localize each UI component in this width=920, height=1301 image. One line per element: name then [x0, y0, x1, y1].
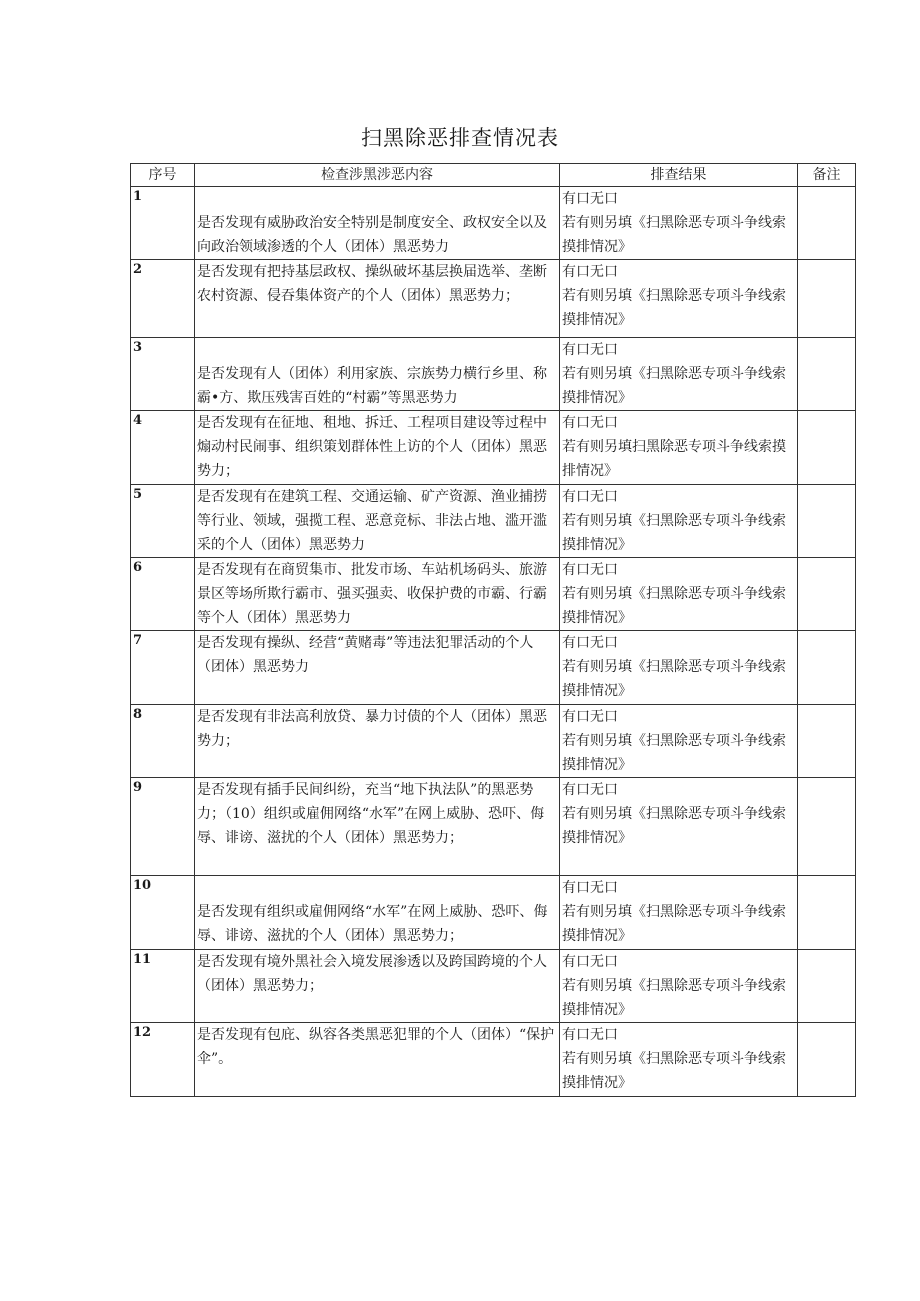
result-instruction: 若有则另填《扫黑除恶专项斗争线索摸排情况》	[562, 586, 786, 626]
row-content	[195, 950, 560, 1023]
result-instruction: 若有则另填扫黑除恶专项斗争线索摸排情况》	[562, 439, 786, 479]
table-row	[131, 260, 856, 338]
result-checkbox-text: 有口无口	[562, 954, 618, 970]
row-number: 10	[131, 876, 195, 950]
row-number: 2	[131, 260, 195, 338]
row-note	[798, 1023, 856, 1097]
result-checkbox-text: 有口无口	[562, 709, 618, 725]
row-result	[560, 411, 798, 485]
header-content: 检查涉黑涉恶内容	[195, 164, 560, 187]
result-checkbox-text: 有口无口	[562, 562, 618, 578]
row-content	[195, 876, 560, 950]
result-checkbox-text: 有口无口	[562, 191, 618, 207]
row-number: 7	[131, 631, 195, 705]
row-result	[560, 485, 798, 558]
result-checkbox-text: 有口无口	[562, 264, 618, 280]
row-content-text: 是否发现有在商贸集市、批发市场、车站机场码头、旅游景区等场所欺行霸市、强买强卖、收保护费的市霸、行霸等个人（团体）黑恶势力	[197, 562, 547, 626]
result-instruction: 若有则另填《扫黑除恶专项斗争线索摸排情况》	[562, 288, 786, 328]
row-number: 5	[131, 485, 195, 558]
row-result	[560, 187, 798, 260]
row-note	[798, 631, 856, 705]
row-note	[798, 705, 856, 778]
table-row	[131, 876, 856, 950]
row-content	[195, 187, 560, 260]
result-instruction: 若有则另填《扫黑除恶专项斗争线索摸排情况》	[562, 1051, 786, 1091]
row-content	[195, 338, 560, 411]
row-note	[798, 411, 856, 485]
row-content	[195, 485, 560, 558]
row-result	[560, 778, 798, 876]
row-result	[560, 260, 798, 338]
row-number: 11	[131, 950, 195, 1023]
table-row	[131, 950, 856, 1023]
table-row	[131, 558, 856, 631]
table-row	[131, 631, 856, 705]
row-number: 6	[131, 558, 195, 631]
row-content	[195, 778, 560, 876]
row-note	[798, 558, 856, 631]
row-note	[798, 485, 856, 558]
result-instruction: 若有则另填《扫黑除恶专项斗争线索摸排情况》	[562, 215, 786, 255]
row-result	[560, 631, 798, 705]
page-title: 扫黑除恶排查情况表	[361, 126, 559, 150]
table-row	[131, 705, 856, 778]
result-instruction: 若有则另填《扫黑除恶专项斗争线索摸排情况》	[562, 733, 786, 773]
row-result	[560, 705, 798, 778]
table-row	[131, 411, 856, 485]
result-instruction: 若有则另填《扫黑除恶专项斗争线索摸排情况》	[562, 366, 786, 406]
row-note	[798, 950, 856, 1023]
header-note: 备注	[798, 164, 856, 187]
result-checkbox-text: 有口无口	[562, 782, 618, 798]
row-content-text: 是否发现有人（团体）利用家族、宗族势力横行乡里、称霸•方、欺压残害百姓的“村霸”等黑恶势力	[197, 366, 547, 406]
row-content	[195, 260, 560, 338]
row-number: 1	[131, 187, 195, 260]
table-row	[131, 778, 856, 876]
row-note	[798, 260, 856, 338]
row-content	[195, 558, 560, 631]
row-content-text: 是否发现有非法高利放贷、暴力讨债的个人（团体）黑恶势力；	[197, 709, 547, 749]
row-number: 8	[131, 705, 195, 778]
header-num: 序号	[131, 164, 195, 187]
row-note	[798, 338, 856, 411]
result-checkbox-text: 有口无口	[562, 635, 618, 651]
row-note	[798, 778, 856, 876]
row-result	[560, 1023, 798, 1097]
row-number: 3	[131, 338, 195, 411]
result-checkbox-text: 有口无口	[562, 880, 618, 896]
result-instruction: 若有则另填《扫黑除恶专项斗争线索摸排情况》	[562, 978, 786, 1018]
table-row	[131, 1023, 856, 1097]
result-checkbox-text: 有口无口	[562, 415, 618, 431]
row-content-text: 是否发现有插手民间纠纷，充当“地下执法队”的黑恶势力；（10）组织或雇佣网络“水军”在网上威胁、恐吓、侮辱、诽谤、滋扰的个人（团体）黑恶势力；	[197, 782, 545, 846]
investigation-table	[130, 163, 856, 1097]
result-checkbox-text: 有口无口	[562, 342, 618, 358]
row-content-text: 是否发现有境外黑社会入境发展渗透以及跨国跨境的个人（团体）黑恶势力；	[197, 954, 547, 994]
result-instruction: 若有则另填《扫黑除恶专项斗争线索摸排情况》	[562, 806, 786, 846]
row-content-text: 是否发现有在建筑工程、交通运输、矿产资源、渔业捕捞等行业、领域，强揽工程、恶意竞标、非法占地、滥开滥采的个人（团体）黑恶势力	[197, 489, 547, 553]
row-content-text: 是否发现有威胁政治安全特别是制度安全、政权安全以及向政治领域渗透的个人（团体）黑恶势力	[197, 215, 547, 255]
row-content-text: 是否发现有组织或雇佣网络“水军”在网上威胁、恐吓、侮辱、诽谤、滋扰的个人（团体）黑恶势力；	[197, 904, 548, 944]
row-content	[195, 705, 560, 778]
row-content-text: 是否发现有在征地、租地、拆迁、工程项目建设等过程中煽动村民闹事、组织策划群体性上访的个人（团体）黑恶势力；	[197, 415, 547, 479]
row-result	[560, 876, 798, 950]
row-content-text: 是否发现有把持基层政权、操纵破坏基层换届选举、垄断农村资源、侵吞集体资产的个人（团体）黑恶势力；	[197, 264, 547, 304]
row-number: 9	[131, 778, 195, 876]
table-row	[131, 187, 856, 260]
row-result	[560, 950, 798, 1023]
table-header-row	[131, 164, 856, 187]
row-result	[560, 338, 798, 411]
result-instruction: 若有则另填《扫黑除恶专项斗争线索摸排情况》	[562, 659, 786, 699]
row-number: 12	[131, 1023, 195, 1097]
result-instruction: 若有则另填《扫黑除恶专项斗争线索摸排情况》	[562, 904, 786, 944]
row-note	[798, 187, 856, 260]
result-checkbox-text: 有口无口	[562, 489, 618, 505]
row-result	[560, 558, 798, 631]
row-content	[195, 411, 560, 485]
table-row	[131, 485, 856, 558]
row-content	[195, 1023, 560, 1097]
row-number: 4	[131, 411, 195, 485]
table-row	[131, 338, 856, 411]
row-note	[798, 876, 856, 950]
result-checkbox-text: 有口无口	[562, 1027, 618, 1043]
result-instruction: 若有则另填《扫黑除恶专项斗争线索摸排情况》	[562, 513, 786, 553]
header-result: 排查结果	[560, 164, 798, 187]
row-content	[195, 631, 560, 705]
row-content-text: 是否发现有操纵、经营“黄赌毒”等违法犯罪活动的个人（团体）黑恶势力	[197, 635, 534, 675]
row-content-text: 是否发现有包庇、纵容各类黑恶犯罪的个人（团体）“保护伞”。	[197, 1027, 555, 1067]
